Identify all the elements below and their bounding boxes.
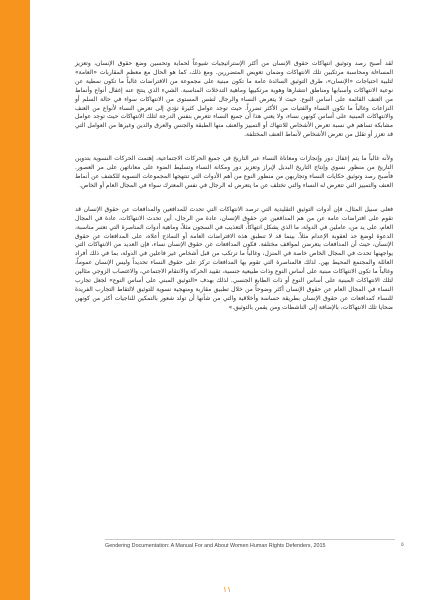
footnote-citation: Gendering Documentation: A Manual For and About Women Human Rights Defenders, 2015 [105,543,326,549]
body-text [75,60,393,313]
paragraph-documentation-strategies: لقد أصبح رصد وتوثيق انتهاكات حقوق الإنسان من أكثر الإستراتيجيات شيوعاً لحماية وتحسين وضع حقوق الإنسان، وتعزيز المساءلة ومحاسبة مرتكبين تلك الانتهاكات وضمان تعويض المتضررين. ومع ذلك، كما هو الحال مع معظم المقاربات «العامة» لتلبية احتياجات «الإنسان»، طرق التوثيق السائدة عامة ما تكون مبنية على مجموعة من الافتراضات غالباً ما تكون نمطية عن نوعية الانتهاكات وأسبابها ومناطق انتشارها وهوية مرتكبيها وماهية التدخلات المناسبة. الشيء الذي ينتج عنه إغفال أنواع وأنماط من العنف القائمة على أساس النوع. حيث لا يتعرض النساء والرجال لنفس المستوى من الانتهاكات سواء في حالة السلم أو النزاعات وغالباً ما تكون النساء والفتيات من الأكثر تضرراً. حيث توجد عوامل كثيرة تؤدي إلى تعرض النساء لأنواع من العنف والانتهاكات المبنية على أساس كونهن نساء، ولا يعني هذا أن جميع النساء تتعرض بنفس الدرجة لتلك الانتهاكات حيث توجد عوامل مشابكة تساهم في نسبة تعرض الأشخاص للانتهاك أو التمييز والعنف منها الطبقة والجنس والعرق والدين وغيرها من العوامل التي قد تعزز أو تقلل من تعرض الأشخاص لأنماط العنف المختلفة. [75,60,393,139]
footnote-number: ٥ [401,542,404,548]
document-page [30,0,424,600]
orange-side-band [0,0,30,600]
page-number: ١١ [222,585,232,594]
paragraph-feminist-history: ولأنه غالباً ما يتم إغفال دور وإنجازات ومعاناة النساء عبر التاريخ في جميع الحركات الاجتماعية، إهتمت الحركات النسوية بتدوين التاريخ من منظور نسوي وإنتاج التاريخ البديل لإبراز وتعزيز دور ومكانة النساء وتسليط الضوء على معاناتهن على مر العصور. فأصبح رصد وتوثيق حكايات النساء وتجاربهن من منظور النوع من أهم الأدوات التي تنتهجها المجموعات النسوية للكشف عن أنماط العنف والتمييز التي تتعرض له النساء والتي تختلف عن ما يتعرض له الرجال في نفس المعترك سواء في المجال العام أو الخاص. [75,155,393,189]
footnote-divider [105,539,395,540]
paragraph-women-defenders-example: فعلى سبيل المثال، فإن أدوات التوثيق التقليدية التي ترصد الانتهاكات التي تحدث للمدافعين والمدافعات عن حقوق الإنسان قد تقوم على افتراضات عامة عن من هم المدافعين عن حقوق الإنسان، عادة من الرجال، أين تحدث الانتهاكات، عادة في المجال العام، على يد من، عاملين في الدولة، ما الذي يشكل انتهاكاً، التعذيب في السجون مثلاً، وماهية أدوات المناصرة التي تعتبر مناسبة، الدعوة لوضع حد لعقوبة الإعدام مثلاً. بينما قد لا تنطبق هذه الافتراضات العامة أو النماذج أعلاه، على المدافعات عن حقوق الإنسان، حيث أن المدافعات يتعرضن لمواقف مختلفة. فكون المدافعات عن حقوق الإنسان نساء، فإن العديد من الانتهاكات التي يواجهنها تحدث في المجال الخاص خاصة في المنزل، وغالباً ما ترتكب من قبل أشخاص غير فاعلين في الدولة، بما في ذلك أفراد العائلة والمجتمع المحيط بهن. لذلك فالمناصرة التي تقوم بها المدافعات تركز على حقوق النساء تحديداً وليس الإنسان عموماً، وغالباً ما تكون الانتهاكات مبنية على أساس النوع وذات طبيعية جنسية، تقييد الحركة والانتقام الاجتماعي، والاغتصاب الزوجي مثالين لتلك الانتهاكات المبنية على أساس النوع أو ذات الطابع الجنسي. لذلك بهدف «التوثيق المبني على أساس النوع» لجعل تجارب النساء في المجال العام عن حقوق الإنسان أكثر وضوحاً من خلال تطبيق مقاربة ومنهجية نسوية للتوثيق لالتقاط التجارب الفريدة للنساء كمدافعات عن حقوق الإنسان بطريقة حساسة وأخلاقية والتي من شأنها أن تولد شعور بالتمكين للناجيات أكثر من كونهن ضحايا تلك الانتهاكات، بالإضافة إلى الناشطات ومن يقمن بالتوثيق.» [75,205,393,311]
